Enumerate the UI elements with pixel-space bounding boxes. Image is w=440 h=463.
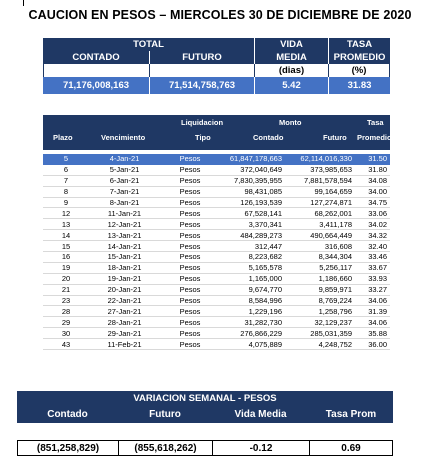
cell-vencimiento: 15-Jan-21 — [107, 252, 142, 262]
table-row — [43, 274, 390, 285]
summary-vida-value: 5.42 — [255, 77, 329, 94]
cell-futuro: 32,129,237 — [314, 317, 352, 327]
cell-plazo: 19 — [61, 263, 71, 273]
summary-contado-header: CONTADO — [43, 51, 150, 64]
table-row — [43, 176, 390, 187]
cell-plazo: 21 — [61, 285, 71, 295]
weekly-value-vida: -0.12 — [212, 440, 309, 456]
table-row — [43, 317, 390, 328]
page-title: CAUCION EN PESOS – MIERCOLES 30 DE DICIEMBRE DE 2020 — [28, 8, 412, 22]
cell-contado: 9,674,770 — [248, 285, 282, 295]
cell-tasa: 34.00 — [368, 187, 387, 197]
summary-tasa-unit: (%) — [329, 64, 390, 77]
detail-table-header — [43, 115, 390, 150]
cell-tipo: Pesos — [179, 219, 201, 229]
cell-tasa: 31.50 — [368, 154, 387, 164]
summary-contado-value: 71,176,008,163 — [43, 77, 150, 94]
cell-vencimiento: 19-Jan-21 — [107, 274, 142, 284]
cell-vencimiento: 27-Jan-21 — [107, 306, 142, 316]
cell-vencimiento: 18-Jan-21 — [107, 263, 142, 273]
weekly-variation-table — [17, 391, 393, 456]
cell-futuro: 7,881,578,594 — [304, 176, 352, 186]
cell-futuro: 9,859,971 — [318, 285, 352, 295]
cell-futuro: 8,769,224 — [318, 296, 352, 306]
header-promedio: Promedio — [357, 133, 392, 142]
table-row — [43, 339, 390, 350]
table-row — [43, 154, 390, 165]
weekly-value-contado: (851,258,829) — [17, 440, 118, 456]
cell-plazo: 43 — [61, 339, 71, 349]
cell-contado: 61,847,178,663 — [229, 154, 282, 164]
cell-futuro: 62,114,016,330 — [300, 154, 352, 164]
cell-plazo: 29 — [61, 317, 71, 327]
weekly-spacer — [17, 423, 393, 440]
cell-contado: 312,447 — [254, 241, 282, 251]
header-tipo: Tipo — [195, 133, 211, 142]
header-futuro: Futuro — [323, 133, 347, 142]
cell-tipo: Pesos — [179, 296, 201, 306]
summary-table — [43, 38, 390, 94]
table-row — [43, 219, 390, 230]
cell-plazo: 30 — [61, 328, 71, 338]
cell-tasa: 33.06 — [368, 208, 387, 218]
header-liquidacion: Liquidacion — [181, 118, 224, 127]
cell-vencimiento: 7-Jan-21 — [109, 187, 140, 197]
cell-tasa: 34.32 — [368, 230, 387, 240]
cell-contado: 98,431,085 — [244, 187, 282, 197]
cell-contado: 1,165,000 — [248, 274, 282, 284]
cell-tipo: Pesos — [179, 317, 201, 327]
cell-tasa: 31.39 — [368, 306, 387, 316]
cell-contado: 7,830,395,955 — [234, 176, 282, 186]
cell-contado: 126,193,539 — [240, 198, 282, 207]
cell-tasa: 32.40 — [368, 241, 387, 251]
cell-tipo: Pesos — [179, 198, 201, 207]
cell-tasa: 33.93 — [368, 274, 387, 284]
summary-tasa-value: 31.83 — [329, 77, 390, 94]
table-row — [43, 296, 390, 307]
cell-contado: 8,223,682 — [248, 252, 282, 262]
weekly-header-contado: Contado — [17, 405, 118, 423]
cell-tasa: 34.06 — [368, 296, 387, 306]
summary-futuro-unit — [150, 64, 255, 77]
cell-futuro: 99,164,659 — [314, 187, 352, 197]
cell-vencimiento: 4-Jan-21 — [109, 154, 140, 164]
cell-tipo: Pesos — [179, 274, 201, 284]
cell-plazo: 9 — [63, 198, 69, 207]
table-row — [43, 263, 390, 274]
cell-vencimiento: 22-Jan-21 — [107, 296, 142, 306]
cell-futuro: 4,248,752 — [318, 339, 352, 349]
cell-tipo: Pesos — [179, 306, 201, 316]
cell-tasa: 31.80 — [368, 165, 387, 175]
cell-tasa: 33.27 — [368, 285, 387, 295]
cell-plazo: 15 — [61, 241, 71, 251]
table-row — [43, 285, 390, 296]
header-plazo: Plazo — [53, 133, 73, 142]
cell-vencimiento: 29-Jan-21 — [107, 328, 142, 338]
table-row — [43, 252, 390, 263]
cell-plazo: 14 — [61, 230, 71, 240]
cell-futuro: 1,186,660 — [318, 274, 352, 284]
cell-tipo: Pesos — [179, 187, 201, 197]
cell-tipo: Pesos — [179, 230, 201, 240]
cell-vencimiento: 20-Jan-21 — [107, 285, 142, 295]
cell-tasa: 34.75 — [368, 198, 387, 207]
cell-tipo: Pesos — [179, 154, 201, 164]
cell-contado: 31,282,730 — [244, 317, 282, 327]
weekly-value-futuro: (855,618,262) — [118, 440, 212, 456]
edge-mark — [23, 0, 24, 6]
cell-futuro: 490,664,449 — [310, 230, 352, 240]
cell-plazo: 8 — [63, 187, 69, 197]
cell-tipo: Pesos — [179, 208, 201, 218]
summary-vida-unit: (dias) — [255, 64, 329, 77]
table-row — [43, 198, 390, 209]
cell-tasa: 34.02 — [368, 219, 387, 229]
cell-contado: 372,040,649 — [240, 165, 282, 175]
cell-futuro: 68,262,001 — [314, 208, 352, 218]
cell-vencimiento: 12-Jan-21 — [107, 219, 142, 229]
table-row — [43, 241, 390, 252]
table-row — [43, 328, 390, 339]
cell-futuro: 373,985,653 — [310, 165, 352, 175]
cell-tipo: Pesos — [179, 339, 201, 349]
cell-contado: 5,165,578 — [248, 263, 282, 273]
weekly-header-futuro: Futuro — [118, 405, 212, 423]
cell-contado: 4,075,889 — [248, 339, 282, 349]
cell-contado: 1,229,196 — [248, 306, 282, 316]
cell-tasa: 34.06 — [368, 317, 387, 327]
cell-contado: 67,528,141 — [244, 208, 282, 218]
cell-tasa: 33.67 — [368, 263, 387, 273]
cell-plazo: 16 — [61, 252, 71, 262]
cell-vencimiento: 28-Jan-21 — [107, 317, 142, 327]
summary-futuro-value: 71,514,758,763 — [150, 77, 255, 94]
cell-tipo: Pesos — [179, 263, 201, 273]
cell-futuro: 316,608 — [324, 241, 352, 251]
summary-tasa-header-2: PROMEDIO — [329, 51, 390, 64]
summary-total-header: TOTAL — [43, 38, 255, 51]
cell-tipo: Pesos — [179, 285, 201, 295]
cell-plazo: 28 — [61, 306, 71, 316]
cell-plazo: 6 — [63, 165, 69, 175]
cell-vencimiento: 6-Jan-21 — [109, 176, 140, 186]
caucion-detail-table — [43, 115, 390, 350]
weekly-title: VARIACION SEMANAL - PESOS — [17, 391, 393, 405]
cell-vencimiento: 8-Jan-21 — [109, 198, 140, 207]
cell-futuro: 1,258,796 — [318, 306, 352, 316]
summary-tasa-header: TASA — [329, 38, 390, 51]
cell-futuro: 8,344,304 — [318, 252, 352, 262]
table-row — [43, 208, 390, 219]
cell-contado: 3,370,341 — [248, 219, 282, 229]
cell-vencimiento: 11-Jan-21 — [107, 208, 142, 218]
cell-vencimiento: 14-Jan-21 — [107, 241, 142, 251]
cell-contado: 276,866,229 — [240, 328, 282, 338]
cell-plazo: 5 — [63, 154, 69, 164]
header-monto: Monto — [279, 118, 302, 127]
cell-tipo: Pesos — [179, 252, 201, 262]
detail-table-body — [43, 154, 390, 350]
cell-plazo: 7 — [63, 176, 69, 186]
header-tasa: Tasa — [367, 118, 384, 127]
summary-contado-unit — [43, 64, 150, 77]
summary-vida-header: VIDA — [255, 38, 329, 51]
summary-futuro-header: FUTURO — [150, 51, 255, 64]
cell-futuro: 285,031,359 — [310, 328, 352, 338]
cell-tipo: Pesos — [179, 241, 201, 251]
header-vencimiento: Vencimiento — [101, 133, 146, 142]
cell-tipo: Pesos — [179, 328, 201, 338]
cell-vencimiento: 5-Jan-21 — [109, 165, 140, 175]
cell-futuro: 5,256,117 — [319, 263, 352, 273]
cell-plazo: 13 — [61, 219, 71, 229]
cell-tasa: 35.88 — [368, 328, 387, 338]
table-row — [43, 187, 390, 198]
cell-contado: 484,289,273 — [240, 230, 282, 240]
cell-tasa: 36.00 — [368, 339, 387, 349]
summary-vida-header-2: MEDIA — [255, 51, 329, 64]
header-contado: Contado — [253, 133, 284, 142]
cell-futuro: 3,411,178 — [319, 219, 352, 229]
table-row — [43, 230, 390, 241]
cell-plazo: 23 — [61, 296, 71, 306]
weekly-header-vida: Vida Media — [212, 405, 309, 423]
cell-tipo: Pesos — [179, 165, 201, 175]
weekly-value-tasa: 0.69 — [309, 440, 393, 456]
cell-plazo: 20 — [61, 274, 71, 284]
cell-plazo: 12 — [61, 208, 71, 218]
table-row — [43, 306, 390, 317]
table-row — [43, 165, 390, 176]
cell-tasa: 33.46 — [368, 252, 387, 262]
cell-futuro: 127,274,871 — [310, 198, 352, 207]
cell-vencimiento: 13-Jan-21 — [107, 230, 142, 240]
weekly-header-tasa: Tasa Prom — [309, 405, 393, 423]
cell-contado: 8,584,996 — [248, 296, 282, 306]
cell-vencimiento: 11-Feb-21 — [107, 339, 142, 349]
cell-tipo: Pesos — [179, 176, 201, 186]
cell-tasa: 34.08 — [368, 176, 387, 186]
